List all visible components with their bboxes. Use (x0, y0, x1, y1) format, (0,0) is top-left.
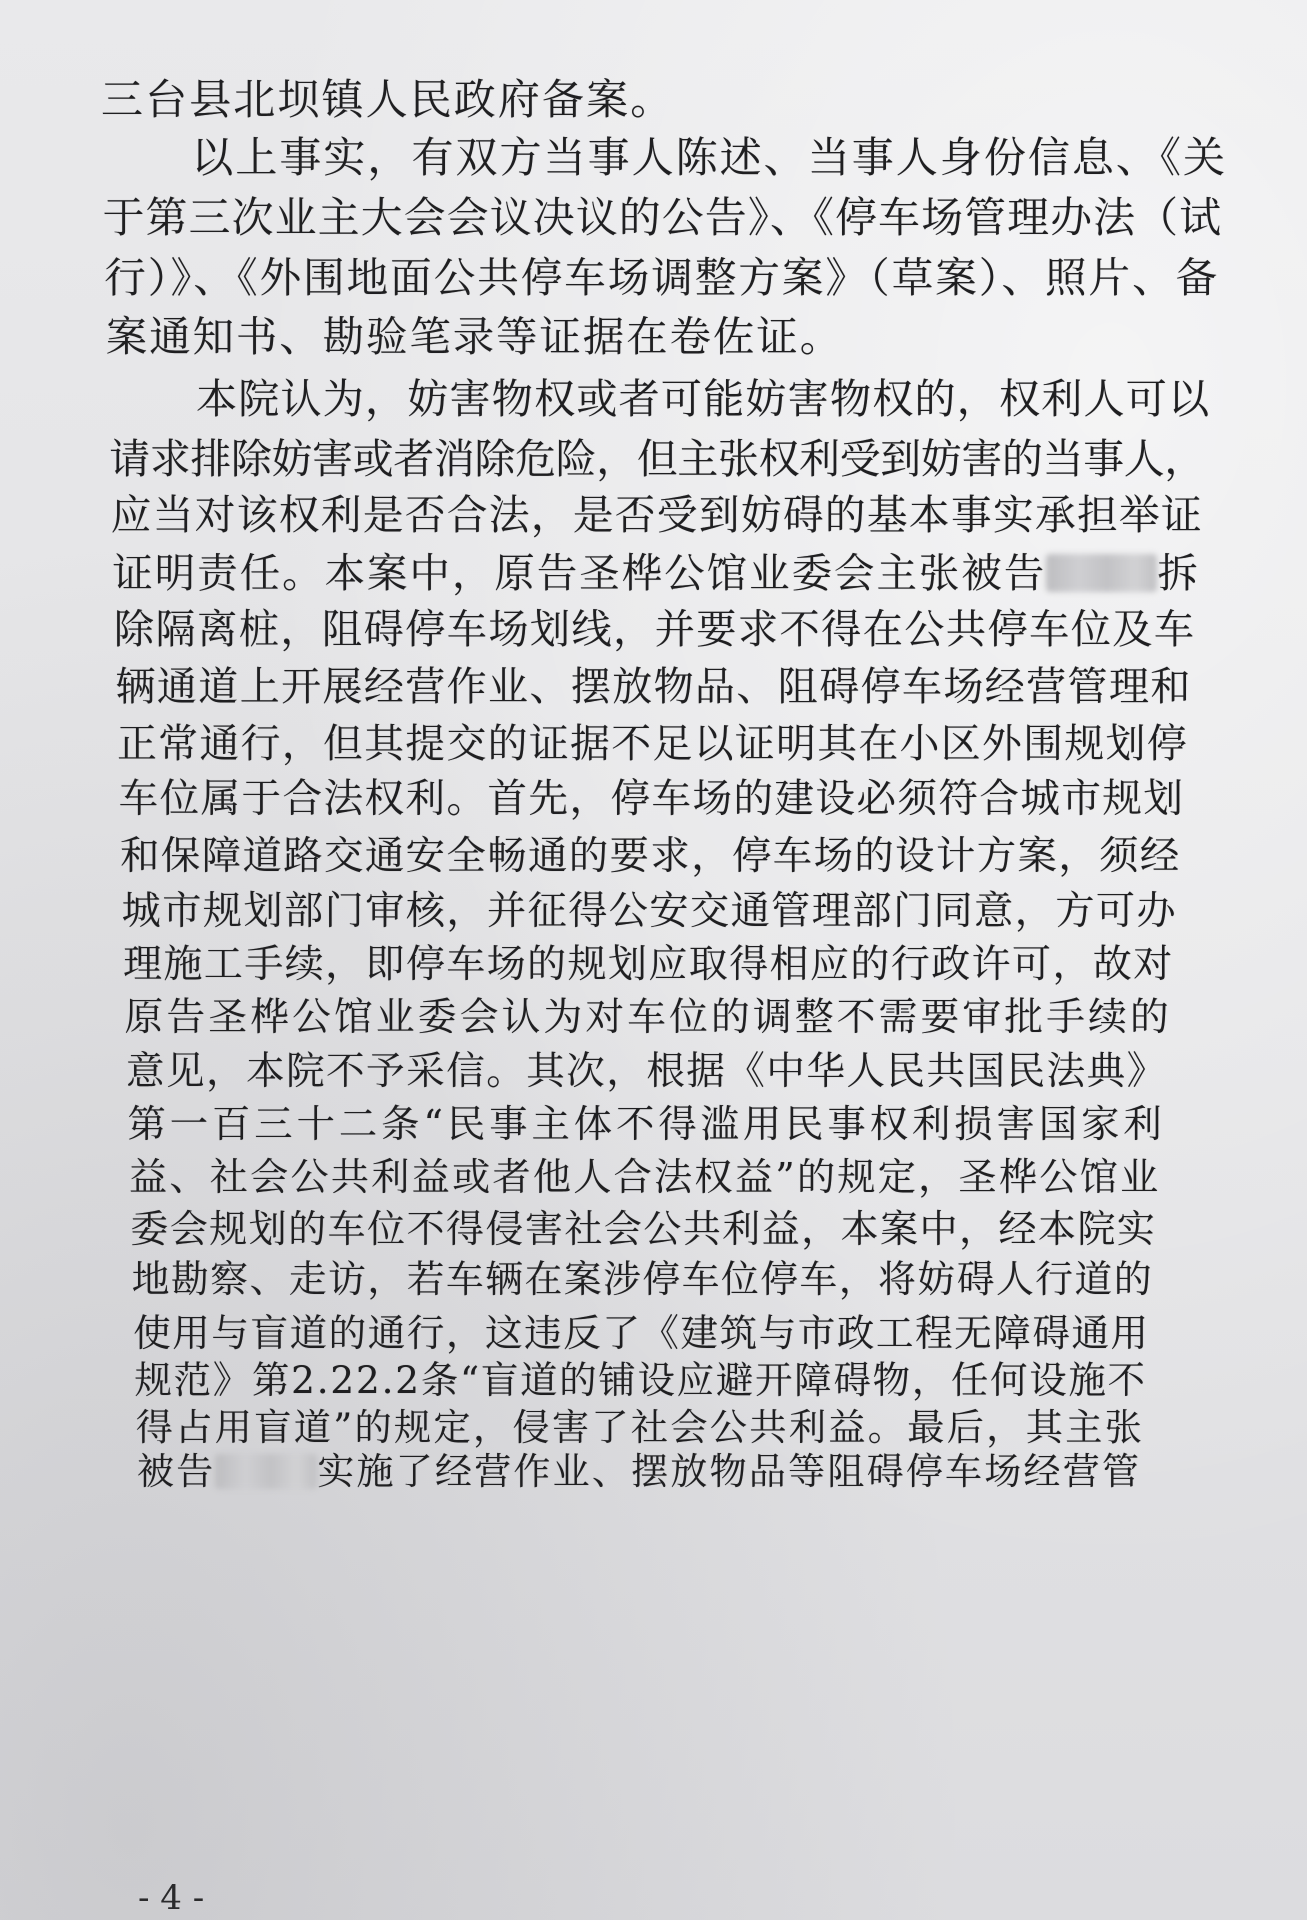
text-line (120, 831, 1181, 882)
line-text: 应当对该权利是否合法，是否受到妨碍的基本事实承担举证 (110, 490, 1203, 539)
page-number: - 4 - (138, 1878, 205, 1918)
text-line (191, 131, 1227, 186)
text-line (103, 191, 1223, 245)
line-text: 地勘察、走访，若车辆在案涉停车位停车，将妨碍人行道的 (131, 1257, 1154, 1302)
line-text: 辆通道上开展经营作业、摆放物品、阻碍停车场经营管理和 (115, 664, 1192, 710)
line-text-after: 实施了经营作业、摆放物品等阻碍停车场经营管 (317, 1449, 1142, 1493)
text-line (129, 1153, 1161, 1203)
line-text: 除隔离桩，阻碍停车场划线，并要求不得在公共停车位及车 (113, 606, 1196, 653)
text-line (126, 1047, 1167, 1097)
line-text: 三台县北坝镇人民政府备案。 (101, 74, 675, 124)
redacted-name-blur (1046, 554, 1157, 592)
text-line (127, 1100, 1165, 1150)
text-line (119, 774, 1185, 825)
line-text: 车位属于合法权利。首先，停车场的建设必须符合城市规划 (118, 776, 1185, 823)
line-text: 益、社会公共利益或者他人合法权益”的规定，圣桦公馆业 (128, 1155, 1161, 1200)
text-line (130, 1205, 1156, 1254)
text-line (114, 604, 1196, 656)
text-line (136, 1404, 1144, 1452)
text-line (196, 373, 1210, 426)
text-line (137, 1448, 1141, 1496)
line-text (137, 1448, 1141, 1496)
line-text: 请求排除妨害或者消除危险，但主张权利受到妨害的当事人， (109, 435, 1205, 484)
text-line (109, 433, 1205, 486)
line-text: 第一百三十二条“民事主体不得滥用民事权利损害国家利 (127, 1102, 1166, 1148)
line-text: 于第三次业主大会会议决议的公告》、《停车场管理办法（试 (102, 192, 1223, 242)
text-line (133, 1309, 1149, 1358)
text-line (111, 489, 1203, 542)
line-text: 和保障道路交通安全畅通的要求，停车场的设计方案，须经 (120, 833, 1181, 880)
line-text: 本院认为，妨害物权或者可能妨害物权的，权利人可以 (195, 375, 1211, 424)
text-line (112, 547, 1200, 600)
text-line (101, 73, 674, 128)
line-text: 行）》、《外围地面公共停车场调整方案》（草案）、照片、备 (104, 252, 1220, 302)
text-line (106, 311, 843, 365)
line-text: 委会规划的车位不得侵害社会公共利益，本案中，经本院实 (130, 1207, 1157, 1252)
line-text: 城市规划部门审核，并征得公安交通管理部门同意，方可办 (121, 888, 1178, 934)
line-text: 使用与盲道的通行，这违反了《建筑与市政工程无障碍通用 (133, 1310, 1150, 1355)
text-line (116, 662, 1192, 714)
redacted-name-blur (215, 1454, 317, 1489)
line-text: 正常通行，但其提交的证据不足以证明其在小区外围规划停 (117, 721, 1189, 768)
line-text: 案通知书、勘验笔录等证据在卷佐证。 (105, 313, 844, 362)
line-text-before: 被告 (137, 1449, 216, 1493)
line-text: 理施工手续，即停车场的规划应取得相应的行政许可，故对 (123, 941, 1174, 987)
text-line (122, 887, 1177, 938)
line-text: 意见，本院不予采信。其次，根据《中华人民共国民法典》 (126, 1048, 1167, 1094)
line-text (112, 547, 1200, 600)
line-text-after: 拆 (1157, 548, 1200, 597)
line-text: 规范》第2.22.2条“盲道的铺设应避开障碍物，任何设施不 (134, 1357, 1147, 1402)
line-text: 得占用盲道”的规定，侵害了社会公共利益。最后，其主张 (135, 1405, 1145, 1449)
line-text: 原告圣桦公馆业委会认为对车位的调整不需要审批手续的 (124, 994, 1172, 1040)
line-text: 以上事实，有双方当事人陈述、当事人身份信息、《关 (191, 132, 1228, 182)
line-text-before: 证明责任。本案中，原告圣桦公馆业委会主张被告 (112, 548, 1047, 597)
text-line (123, 940, 1174, 991)
text-line (104, 251, 1219, 305)
text-line (134, 1356, 1146, 1405)
text-line (132, 1255, 1153, 1304)
text-line (125, 993, 1172, 1043)
text-line (117, 719, 1188, 771)
